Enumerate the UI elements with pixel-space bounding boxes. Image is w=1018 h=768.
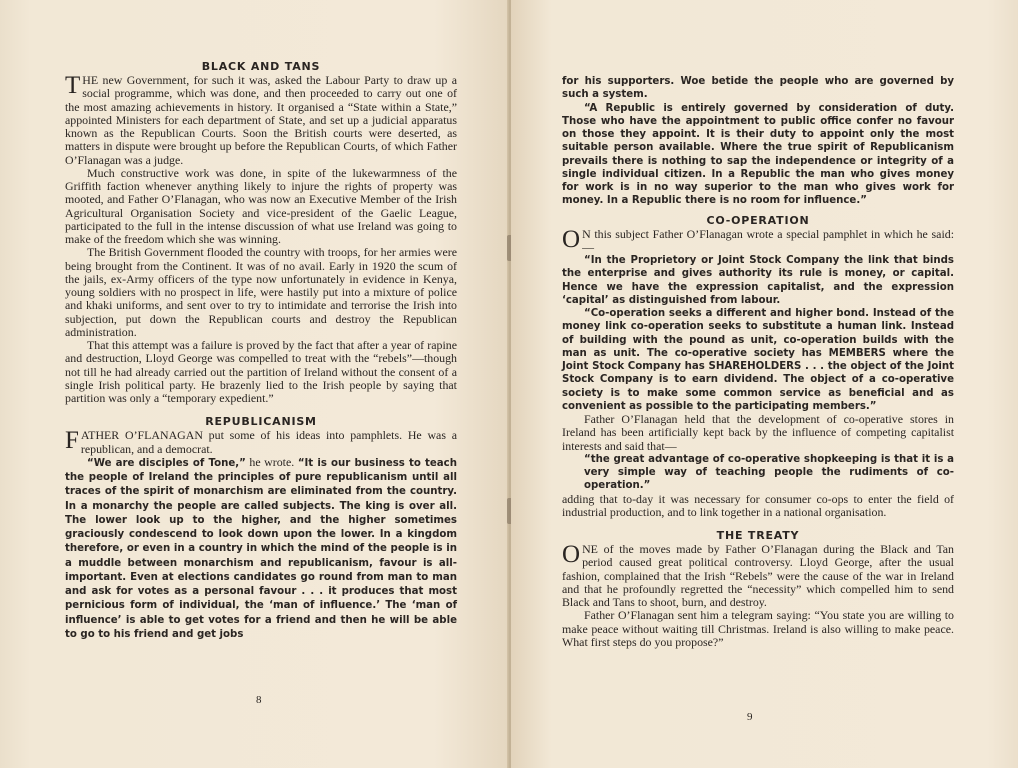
page-number: 9 [747, 711, 753, 723]
quote-paragraph: “Co-operation seeks a different and higher bond. Instead of the money link co-operation seeks to substitute a human link. Instead of building with the pound as unit, co-operation builds with the man as unit. The co-operative society has MEMBERS where the Joint Stock Company has SHAREHOLDERS . . . the object of the Joint Stock Company is to earn dividend. The object of a co-operative society is to make some common service as beneficial and as convenient as possible to the participating members.” [562, 308, 954, 412]
quote-plain: he wrote. [245, 454, 298, 469]
quote-bold: “We are disciples of Tone,” [87, 457, 246, 469]
right-page [511, 0, 1018, 768]
paragraph: ONE of the moves made by Father O’Flanagan during the Black and Tan period caused great political controversy. Lloyd George, after the usual fashion, complained that the Irish “Rebels” were the cause of the war in Ireland and that he profoundly regretted the “necessity” which compelled him to send Black and Tans to shoot, burn, and destroy. [562, 541, 954, 609]
paragraph: THE new Government, for such it was, asked the Labour Party to draw up a social programme, which was done, and then proceeded to carry out one of the most amazing achievements in history. It organised a “State within a State,” appointed Ministers for each department of State, and set up a judicial apparatus known as the Republican Courts. Soon the British courts were deserted, as matters in dispute were brought up before the Republican Courts, of which Father O’Flanagan was a judge. [65, 72, 457, 167]
quote-paragraph: “A Republic is entirely governed by consideration of duty. Those who have the appointment to public office confer no favour on those they appoint. It is their duty to appoint only the most suitable person available. Where the true spirit of Republicanism prevails there is nothing to sap the independence or integrity of a single individual citizen. In a Republic the man who gives money for work is in no way superior to the man who gives work for money. In a Republic there is no room for influence.” [562, 102, 954, 207]
heading-republicanism: REPUBLICANISM [205, 415, 317, 429]
right-page-text [562, 75, 954, 649]
paragraph: Father O’Flanagan held that the development of co-operative stores in Ireland has been artificially kept back by the influence of competing capitalist interests and said that— [562, 412, 954, 453]
paragraph: ON this subject Father O’Flanagan wrote a special pamphlet in which he said:— [562, 225, 954, 254]
page-number: 8 [256, 694, 262, 706]
paragraph: Much constructive work was done, in spite of the lukewarmness of the Griffith faction whenever anything likely to injure the rights of property was mooted, and Father O’Flanagan, who was now an Executive Member of the Irish Agricultural Organisation Society and vice-president of the Gaelic League, participated to the full in the intense discussion of what use Ireland was going to make of the freedom which she was winning. [65, 165, 457, 246]
quote-paragraph: “In the Proprietory or Joint Stock Company the link that binds the enterprise and gives authority its rule is money, or capital. Hence we have the expression capitalist, and the expression ‘capital’ as distinguished from labour. [562, 255, 954, 306]
paragraph: FATHER O’FLANAGAN put some of his ideas into pamphlets. He was a republican, and a democrat. [65, 427, 457, 456]
heading-co-operation: CO-OPERATION [706, 213, 810, 227]
quote-paragraph: “the great advantage of co-operative shopkeeping is that it is a very simple way of teaching people the rudiments of co-operation.” [584, 453, 954, 492]
left-page-text [65, 60, 457, 641]
quote-paragraph [65, 456, 457, 641]
quote-bold: “It is our business to teach the people of Ireland the principles of pure republicanism until all traces of the spirit of monarchism are eliminated from the country. In a monarchy the people are called subjects. The king is over all. The lower look up to the higher, and the higher sometimes graciously condescend to look down upon the lower. In a kingdom therefore, or even in a country in which the mind of the people is in a muddle between monarchism and republicanism, favour is all-important. Even at elections candidates go round from man to man and ask for votes as a personal favour . . . it produces that most pernicious form of individual, the ‘man of influence.’ The ‘man of influence’ is able to get votes for a friend and then he will be able to go to his friend and get jobs [65, 457, 457, 640]
paragraph: The British Government flooded the country with troops, for her armies were being brought from the Continent. It was of no avail. Early in 1920 the scum of the jails, ex-Army officers of the type now unfortunately in evidence in Kenya, young soldiers with no prospect in life, were hastily put into a mixture of police and khaki uniforms, and sent over to try to intimidate and terrorise the Irish into subjection, put down the Republican courts and destroy the Republican administration. [65, 245, 457, 339]
paragraph: adding that to-day it was necessary for consumer co-ops to enter the field of industrial production, and to link together in a national organisation. [562, 491, 954, 519]
paragraph: That this attempt was a failure is proved by the fact that after a year of rapine and destruction, Lloyd George was compelled to treat with the “rebels”—though not till he had already carried out the partition of Ireland without the consent of a single Irish political party. He brazenly lied to the Irish people by saying that partition was only a “temporary expedient.” [65, 338, 457, 405]
heading-black-and-tans: BLACK AND TANS [201, 60, 321, 73]
quote-paragraph: for his supporters. Woe betide the people who are governed by such a system. [562, 76, 954, 101]
paragraph: Father O’Flanagan sent him a telegram saying: “You state you are willing to make peace without waiting till Christmas. Ireland is also willing to make peace. What first steps do you propose?” [562, 608, 954, 649]
heading-the-treaty: THE TREATY [716, 529, 800, 542]
